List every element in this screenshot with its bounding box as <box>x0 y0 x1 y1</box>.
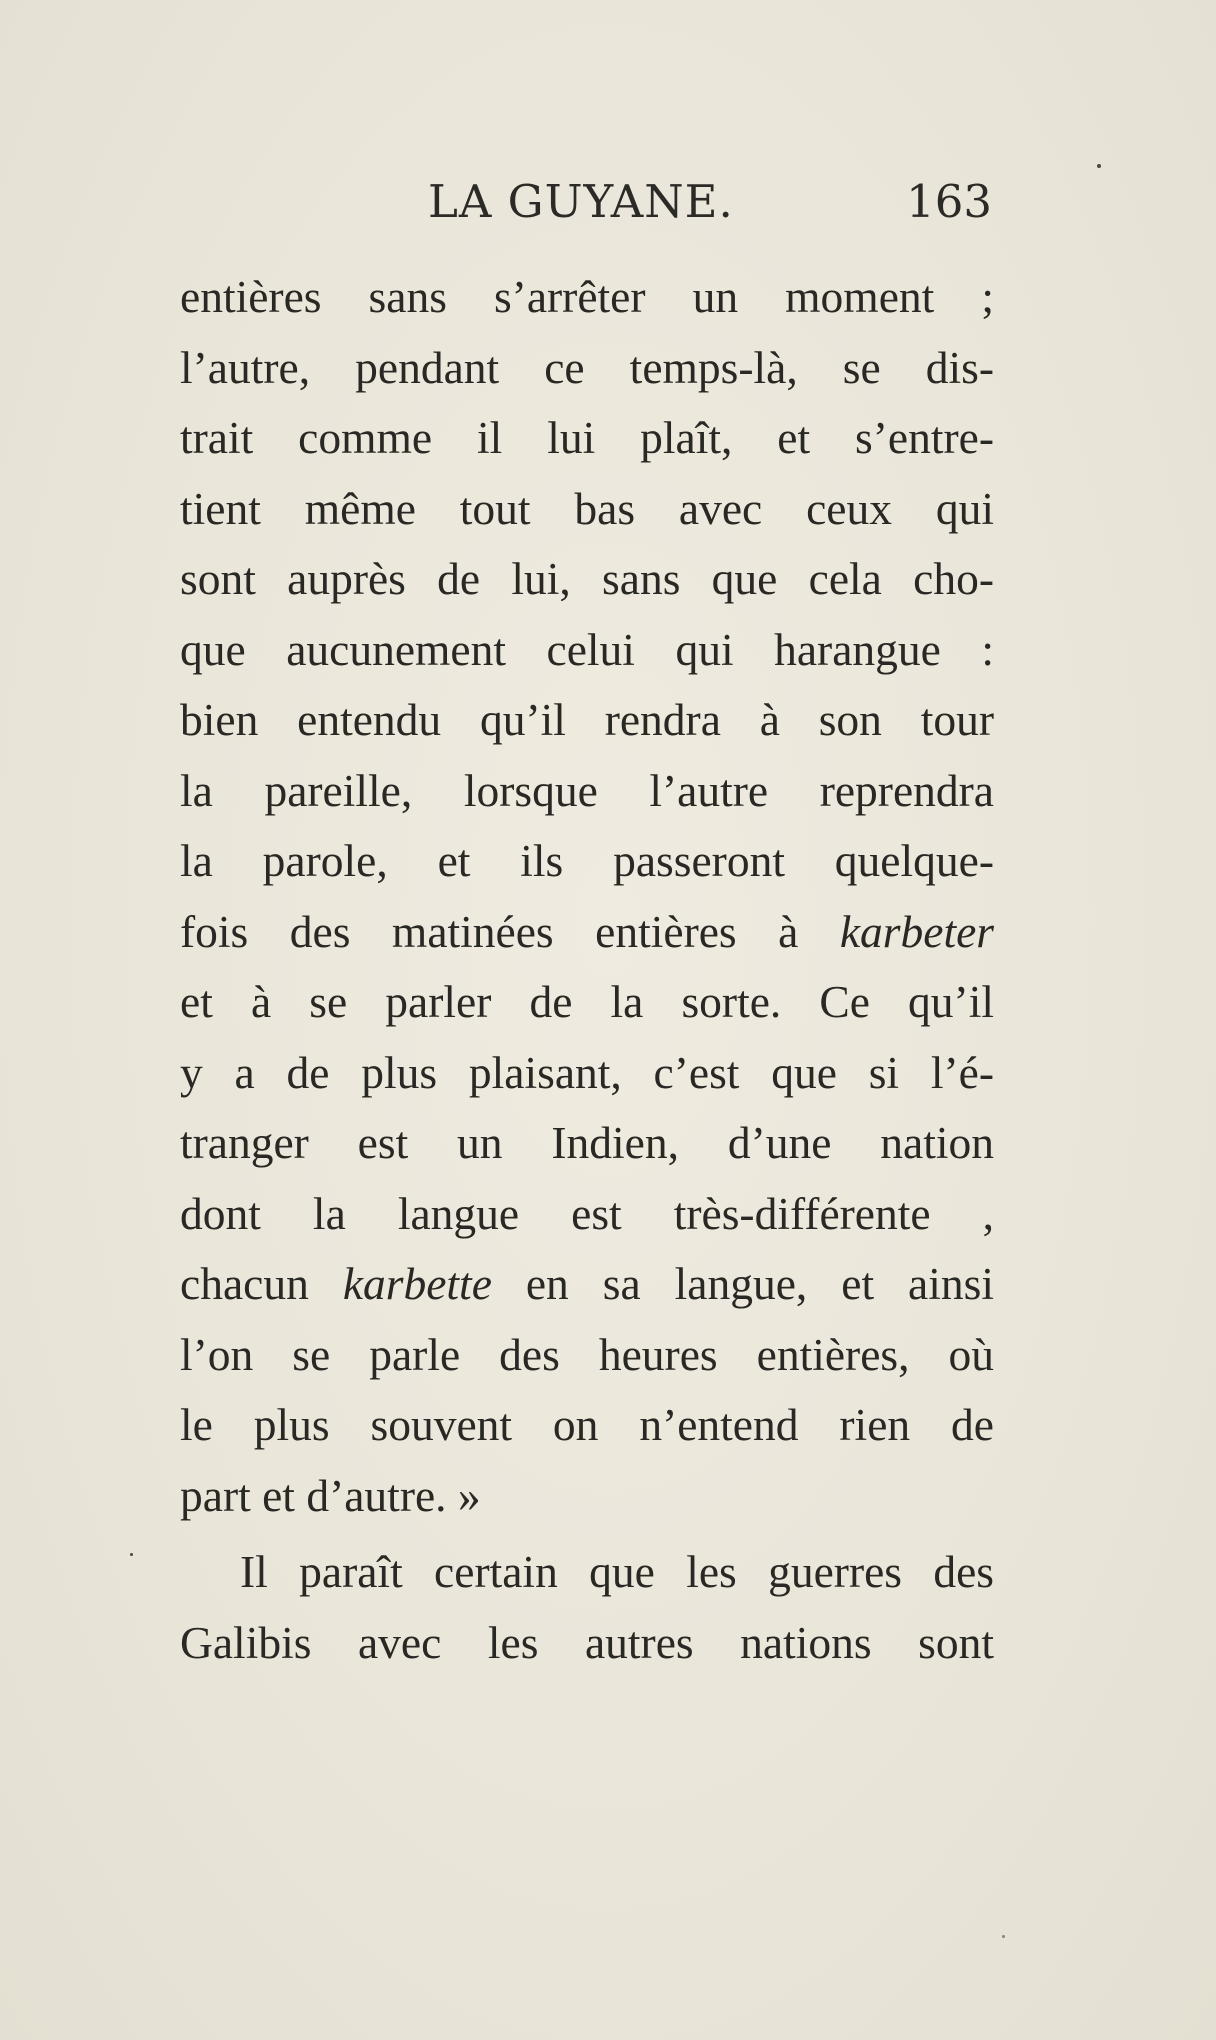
text-line: tranger est un Indien, d’une nation <box>180 1117 994 1168</box>
page-header <box>182 175 992 237</box>
text-line: chacun karbette en sa langue, et ainsi <box>180 1258 994 1309</box>
paragraph-end-line: part et d’autre. » <box>180 1469 481 1521</box>
text-line: fois des matinées entières à karbeter <box>180 905 994 957</box>
paragraph-start-line: Il paraît certain que les guerres des <box>240 1546 994 1597</box>
text-line: entières sans s’arrêter un moment ; <box>180 271 994 322</box>
page-number: 163 <box>906 175 992 228</box>
text-line: que aucunement celui qui harangue : <box>180 623 994 675</box>
text-line: Galibis avec les autres nations sont <box>180 1616 994 1668</box>
text-line: l’on se parle des heures entières, où <box>180 1328 994 1380</box>
text-line: la pareille, lorsque l’autre reprendra <box>180 764 994 816</box>
paper-speck <box>1097 164 1101 168</box>
italic-term: karbeter <box>839 905 994 957</box>
text-line: bien entendu qu’il rendra à son tour <box>180 694 994 745</box>
text-line: la parole, et ils passeront quelque- <box>180 835 994 886</box>
italic-term: karbette <box>342 1258 492 1309</box>
body-text <box>180 262 994 1678</box>
text-line: le plus souvent on n’entend rien de <box>180 1399 994 1450</box>
text-line: dont la langue est très-différente , <box>180 1187 994 1239</box>
text-line: l’autre, pendant ce temps-là, se dis- <box>180 341 994 393</box>
text-line: et à se parler de la sorte. Ce qu’il <box>180 976 994 1027</box>
text-line: trait comme il lui plaît, et s’entre- <box>180 412 994 463</box>
running-title: LA GUYANE. <box>428 175 734 228</box>
text-line: sont auprès de lui, sans que cela cho- <box>180 553 994 604</box>
text-line: y a de plus plaisant, c’est que si l’é- <box>180 1046 994 1098</box>
text-line: tient même tout bas avec ceux qui <box>180 482 994 534</box>
paper-speck <box>130 1553 133 1556</box>
paper-speck <box>1002 1935 1005 1938</box>
